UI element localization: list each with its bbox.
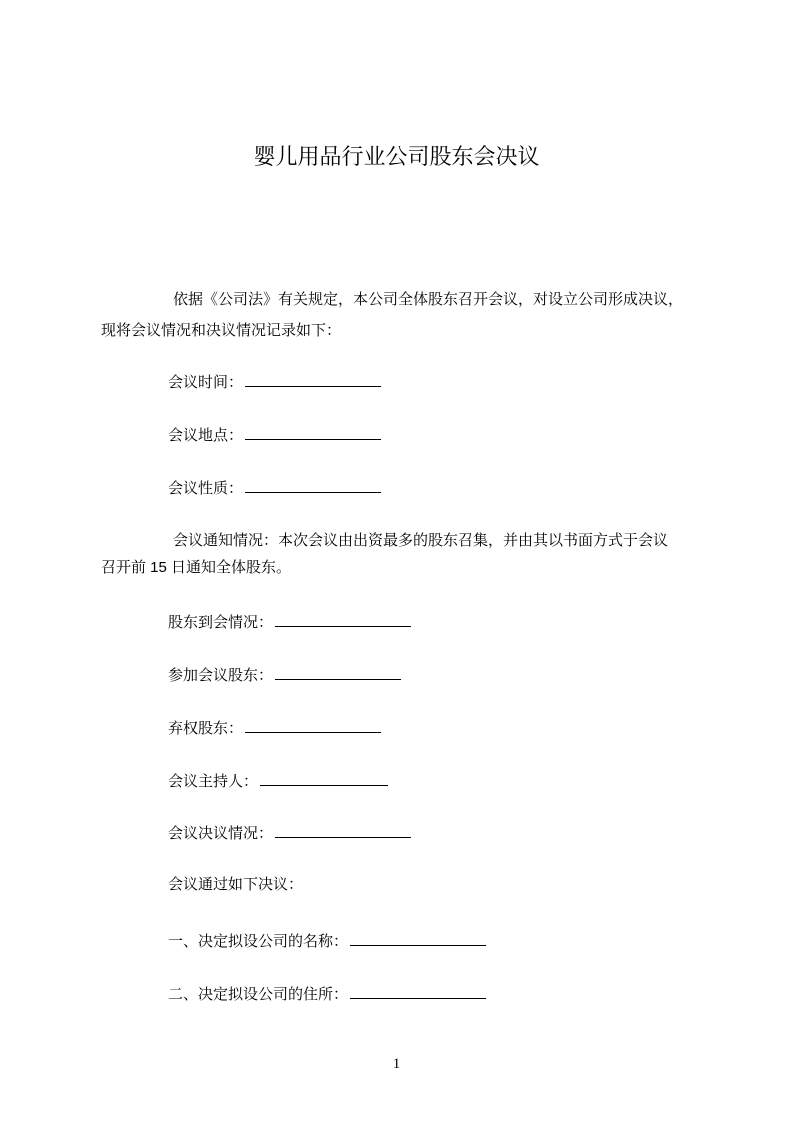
field-label: 股东到会情况： xyxy=(168,614,274,631)
notice-line-2: 召开前 15 日通知全体股东。 xyxy=(101,559,292,576)
page-number: 1 xyxy=(392,1056,401,1072)
field-label: 一、决定拟设公司的名称： xyxy=(168,933,349,950)
field-attendance xyxy=(168,611,411,633)
blank-line[interactable] xyxy=(275,822,411,838)
blank-line[interactable] xyxy=(260,770,388,786)
field-host xyxy=(168,770,388,792)
field-label: 二、决定拟设公司的住所： xyxy=(168,986,349,1003)
field-meeting-nature xyxy=(168,477,381,499)
field-label: 会议地点： xyxy=(168,427,244,444)
resolution-company-address xyxy=(168,983,486,1005)
field-meeting-place xyxy=(168,424,381,446)
blank-line[interactable] xyxy=(245,371,381,387)
field-resolution-status xyxy=(168,822,411,844)
blank-line[interactable] xyxy=(275,664,401,680)
blank-line[interactable] xyxy=(245,717,381,733)
document-title: 婴儿用品行业公司股东会决议 xyxy=(253,144,540,169)
field-label: 参加会议股东： xyxy=(168,667,274,684)
field-label: 会议决议情况： xyxy=(168,825,274,842)
field-meeting-time xyxy=(168,371,381,393)
notice-line-1: 会议通知情况：本次会议由出资最多的股东召集，并由其以书面方式于会议 xyxy=(173,532,669,549)
field-label: 会议主持人： xyxy=(168,773,259,790)
field-participants xyxy=(168,664,401,686)
resolution-heading: 会议通过如下决议： xyxy=(168,876,304,893)
blank-line[interactable] xyxy=(275,611,411,627)
field-label: 会议时间： xyxy=(168,374,244,391)
field-label: 弃权股东： xyxy=(168,720,244,737)
intro-line-1: 依据《公司法》有关规定，本公司全体股东召开会议，对设立公司形成决议， xyxy=(173,291,684,308)
intro-line-2: 现将会议情况和决议情况记录如下： xyxy=(101,322,342,339)
blank-line[interactable] xyxy=(350,930,486,946)
blank-line[interactable] xyxy=(350,983,486,999)
field-abstaining xyxy=(168,717,381,739)
resolution-company-name xyxy=(168,930,486,952)
blank-line[interactable] xyxy=(245,424,381,440)
blank-line[interactable] xyxy=(245,477,381,493)
field-label: 会议性质： xyxy=(168,480,244,497)
